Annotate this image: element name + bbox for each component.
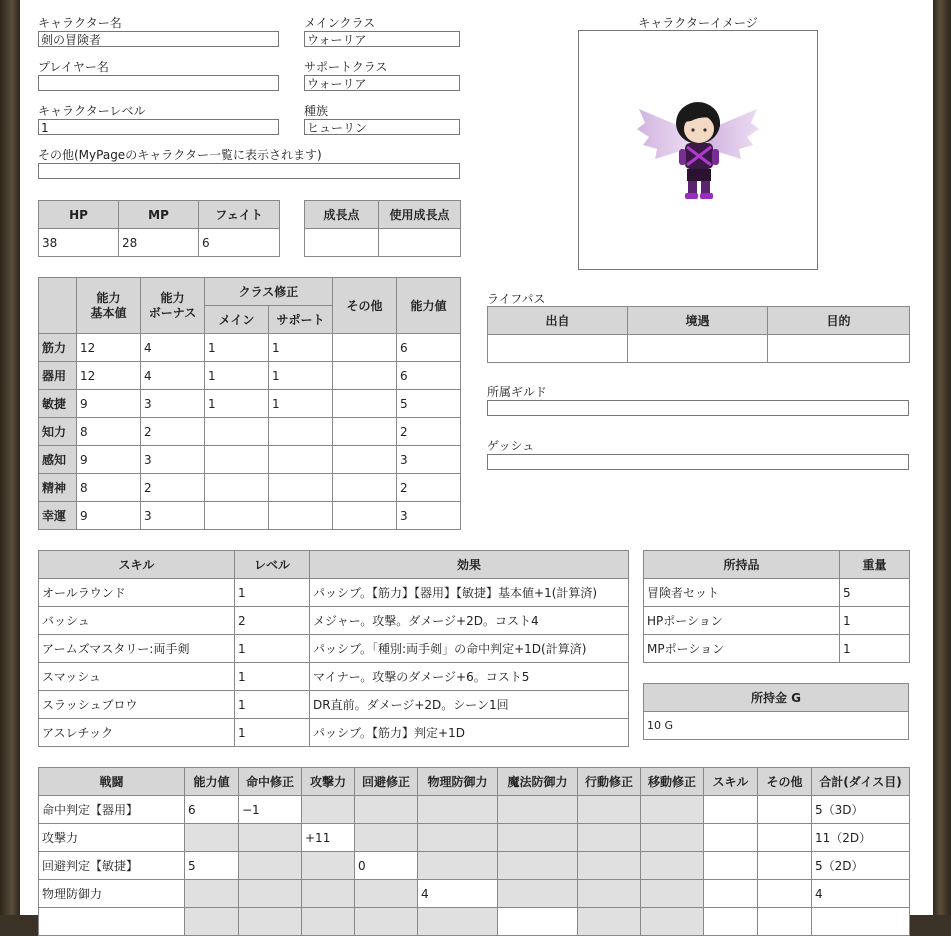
ability-name: 幸運 xyxy=(39,502,77,530)
ability-base[interactable]: 8 xyxy=(77,474,141,502)
ability-main[interactable] xyxy=(205,446,269,474)
combat-cell xyxy=(641,880,704,908)
skill-level[interactable]: 2 xyxy=(235,607,310,635)
ability-bonus-header: 能力 ボーナス xyxy=(141,278,205,334)
main-class-label: メインクラス xyxy=(304,16,376,30)
combat-row-name xyxy=(39,908,185,936)
combat-cell xyxy=(418,824,498,852)
combat-cell[interactable]: 5 xyxy=(185,852,239,880)
combat-cell xyxy=(578,880,641,908)
combat-cell xyxy=(355,880,418,908)
char-image-box[interactable] xyxy=(578,30,818,270)
combat-cell[interactable] xyxy=(758,796,812,824)
hp-mp-fate-table xyxy=(38,200,280,257)
combat-cell xyxy=(355,908,418,936)
class-support-header: サポート xyxy=(269,306,333,334)
ability-other[interactable] xyxy=(333,446,397,474)
combat-move-mod-header: 移動修正 xyxy=(641,768,704,796)
combat-cell xyxy=(355,796,418,824)
skill-level[interactable]: 1 xyxy=(235,579,310,607)
combat-cell[interactable]: 0 xyxy=(355,852,418,880)
ability-name: 器用 xyxy=(39,362,77,390)
char-level-label: キャラクターレベル xyxy=(38,104,146,118)
ability-name: 知力 xyxy=(39,418,77,446)
ability-other[interactable] xyxy=(333,474,397,502)
used-growth-header: 使用成長点 xyxy=(379,201,461,229)
ability-support[interactable]: 1 xyxy=(269,390,333,418)
combat-cell[interactable] xyxy=(758,880,812,908)
item-weight[interactable]: 1 xyxy=(840,607,910,635)
ability-name: 精神 xyxy=(39,474,77,502)
combat-cell xyxy=(185,908,239,936)
combat-cell[interactable] xyxy=(704,852,758,880)
ability-value[interactable]: 2 xyxy=(397,474,461,502)
combat-mag-def-header: 魔法防御力 xyxy=(498,768,578,796)
ability-other[interactable] xyxy=(333,390,397,418)
skill-effect[interactable]: パッシブ。【筋力】【器用】【敏捷】基本値+1(計算済) xyxy=(310,579,629,607)
ability-main[interactable]: 1 xyxy=(205,362,269,390)
char-image-label: キャラクターイメージ xyxy=(638,16,758,30)
ability-main[interactable] xyxy=(205,502,269,530)
item-row xyxy=(644,635,910,663)
skill-level-header: レベル xyxy=(235,551,310,579)
ability-base[interactable]: 12 xyxy=(77,334,141,362)
player-name-label: プレイヤー名 xyxy=(38,60,109,74)
ability-corner-header xyxy=(39,278,77,334)
ability-row xyxy=(39,390,461,418)
ability-support[interactable] xyxy=(269,446,333,474)
combat-evade-mod-header: 回避修正 xyxy=(355,768,418,796)
combat-cell xyxy=(239,824,302,852)
ability-support[interactable] xyxy=(269,418,333,446)
ability-row xyxy=(39,334,461,362)
ability-row xyxy=(39,418,461,446)
combat-cell xyxy=(641,796,704,824)
combat-header: 戦闘 xyxy=(39,768,185,796)
skill-row xyxy=(39,635,629,663)
skill-row xyxy=(39,719,629,747)
ability-bonus[interactable]: 3 xyxy=(141,502,205,530)
combat-cell[interactable] xyxy=(704,908,758,936)
ability-name: 筋力 xyxy=(39,334,77,362)
ability-bonus[interactable]: 2 xyxy=(141,418,205,446)
char-name-field[interactable]: 剣の冒険者 xyxy=(38,31,279,47)
ability-value[interactable]: 6 xyxy=(397,362,461,390)
hp-header: HP xyxy=(39,201,119,229)
money-table xyxy=(643,683,909,740)
combat-cell xyxy=(239,880,302,908)
combat-total[interactable] xyxy=(812,908,910,936)
lifepath-goal-header: 目的 xyxy=(768,307,910,335)
combat-cell xyxy=(578,908,641,936)
money-value[interactable]: 10 G xyxy=(644,712,909,740)
skill-level[interactable]: 1 xyxy=(235,719,310,747)
skill-effect[interactable]: パッシブ。「種別:両手剣」の命中判定+1D(計算済) xyxy=(310,635,629,663)
combat-row-name: 攻撃力 xyxy=(39,824,185,852)
combat-cell xyxy=(641,852,704,880)
used-growth-value[interactable] xyxy=(379,229,461,257)
ability-base[interactable]: 9 xyxy=(77,446,141,474)
combat-attack-header: 攻撃力 xyxy=(302,768,355,796)
growth-value[interactable] xyxy=(305,229,379,257)
combat-cell xyxy=(578,852,641,880)
combat-cell xyxy=(418,852,498,880)
class-mod-header: クラス修正 xyxy=(205,278,333,306)
ability-other[interactable] xyxy=(333,418,397,446)
ability-value[interactable]: 6 xyxy=(397,334,461,362)
item-name-header: 所持品 xyxy=(644,551,840,579)
ability-value[interactable]: 3 xyxy=(397,446,461,474)
guild-field[interactable] xyxy=(487,400,909,416)
ability-support[interactable]: 1 xyxy=(269,334,333,362)
combat-total[interactable]: 5（3D） xyxy=(812,796,910,824)
combat-skill-header: スキル xyxy=(704,768,758,796)
skill-level[interactable]: 1 xyxy=(235,635,310,663)
combat-cell xyxy=(302,880,355,908)
combat-cell xyxy=(578,824,641,852)
combat-cell[interactable] xyxy=(758,908,812,936)
combat-cell xyxy=(641,824,704,852)
combat-cell[interactable] xyxy=(758,852,812,880)
combat-phys-def-header: 物理防御力 xyxy=(418,768,498,796)
combat-row xyxy=(39,852,910,880)
ability-row xyxy=(39,474,461,502)
ability-base[interactable]: 8 xyxy=(77,418,141,446)
combat-action-mod-header: 行動修正 xyxy=(578,768,641,796)
fate-value[interactable]: 6 xyxy=(199,229,280,257)
ability-other-header: その他 xyxy=(333,278,397,334)
skill-row xyxy=(39,663,629,691)
ability-support[interactable] xyxy=(269,474,333,502)
support-class-label: サポートクラス xyxy=(304,60,388,74)
ability-value[interactable]: 5 xyxy=(397,390,461,418)
combat-ability-header: 能力値 xyxy=(185,768,239,796)
combat-cell xyxy=(418,796,498,824)
item-weight[interactable]: 1 xyxy=(840,635,910,663)
hp-value[interactable]: 38 xyxy=(39,229,119,257)
ability-main[interactable] xyxy=(205,474,269,502)
combat-row-name: 命中判定【器用】 xyxy=(39,796,185,824)
lifepath-circumstance-header: 境遇 xyxy=(628,307,768,335)
combat-cell[interactable] xyxy=(704,824,758,852)
combat-cell xyxy=(355,824,418,852)
ability-main[interactable] xyxy=(205,418,269,446)
race-field[interactable]: ヒューリン xyxy=(304,119,460,135)
ability-support[interactable]: 1 xyxy=(269,362,333,390)
lifepath-goal-value[interactable] xyxy=(768,335,910,363)
growth-header: 成長点 xyxy=(305,201,379,229)
char-name-label: キャラクター名 xyxy=(38,16,122,30)
combat-cell[interactable]: −1 xyxy=(239,796,302,824)
skill-row xyxy=(39,579,629,607)
skill-name[interactable]: アームズマスタリー:両手剣 xyxy=(39,635,235,663)
combat-cell[interactable]: +11 xyxy=(302,824,355,852)
combat-row-name: 回避判定【敏捷】 xyxy=(39,852,185,880)
combat-cell xyxy=(302,796,355,824)
ability-table xyxy=(38,277,461,530)
combat-row xyxy=(39,880,910,908)
right-wood-frame xyxy=(933,0,951,915)
ability-base-header: 能力 基本値 xyxy=(77,278,141,334)
combat-cell xyxy=(641,908,704,936)
combat-total[interactable]: 5（2D） xyxy=(812,852,910,880)
combat-cell[interactable] xyxy=(704,880,758,908)
combat-total-header: 合計(ダイス目) xyxy=(812,768,910,796)
ability-base[interactable]: 9 xyxy=(77,502,141,530)
lifepath-table xyxy=(487,306,910,363)
combat-row-name: 物理防御力 xyxy=(39,880,185,908)
mp-header: MP xyxy=(119,201,199,229)
ability-bonus[interactable]: 3 xyxy=(141,390,205,418)
ability-name: 感知 xyxy=(39,446,77,474)
ability-support[interactable] xyxy=(269,502,333,530)
fate-header: フェイト xyxy=(199,201,280,229)
race-label: 種族 xyxy=(304,104,329,118)
character-sheet xyxy=(20,0,933,915)
combat-total[interactable]: 4 xyxy=(812,880,910,908)
ability-row xyxy=(39,446,461,474)
left-wood-frame xyxy=(0,0,20,915)
item-weight-header: 重量 xyxy=(840,551,910,579)
combat-cell xyxy=(185,824,239,852)
ability-other[interactable] xyxy=(333,502,397,530)
guild-label: 所属ギルド xyxy=(487,385,547,399)
ability-base[interactable]: 12 xyxy=(77,362,141,390)
ability-bonus[interactable]: 4 xyxy=(141,334,205,362)
ability-row xyxy=(39,502,461,530)
skill-name[interactable]: スラッシュブロウ xyxy=(39,691,235,719)
ability-value[interactable]: 2 xyxy=(397,418,461,446)
combat-total[interactable]: 11（2D） xyxy=(812,824,910,852)
combat-cell xyxy=(302,852,355,880)
skill-name[interactable]: バッシュ xyxy=(39,607,235,635)
class-main-header: メイン xyxy=(205,306,269,334)
player-name-field[interactable] xyxy=(38,75,279,91)
combat-other-header: その他 xyxy=(758,768,812,796)
item-name[interactable]: 冒険者セット xyxy=(644,579,840,607)
skill-level[interactable]: 1 xyxy=(235,663,310,691)
skill-name-header: スキル xyxy=(39,551,235,579)
lifepath-circumstance-value[interactable] xyxy=(628,335,768,363)
ability-row xyxy=(39,362,461,390)
skill-name[interactable]: オールラウンド xyxy=(39,579,235,607)
combat-cell xyxy=(498,824,578,852)
ability-bonus[interactable]: 2 xyxy=(141,474,205,502)
skill-name[interactable]: アスレチック xyxy=(39,719,235,747)
skill-effect[interactable]: DR直前。ダメージ+2D。シーン1回 xyxy=(310,691,629,719)
combat-cell[interactable] xyxy=(498,908,578,936)
ability-bonus[interactable]: 4 xyxy=(141,362,205,390)
support-class-field[interactable]: ウォーリア xyxy=(304,75,460,91)
combat-cell[interactable]: 6 xyxy=(185,796,239,824)
combat-hit-mod-header: 命中修正 xyxy=(239,768,302,796)
combat-cell xyxy=(498,880,578,908)
combat-cell[interactable] xyxy=(704,796,758,824)
combat-row xyxy=(39,824,910,852)
ability-main[interactable]: 1 xyxy=(205,334,269,362)
mp-value[interactable]: 28 xyxy=(119,229,199,257)
other-label: その他(MyPageのキャラクター一覧に表示されます) xyxy=(38,148,322,162)
gush-label: ゲッシュ xyxy=(487,439,535,453)
ability-value[interactable]: 3 xyxy=(397,502,461,530)
ability-other[interactable] xyxy=(333,362,397,390)
skill-row xyxy=(39,691,629,719)
ability-main[interactable]: 1 xyxy=(205,390,269,418)
item-weight[interactable]: 5 xyxy=(840,579,910,607)
combat-cell xyxy=(302,908,355,936)
ability-other[interactable] xyxy=(333,334,397,362)
ability-value-header: 能力値 xyxy=(397,278,461,334)
combat-cell[interactable]: 4 xyxy=(418,880,498,908)
combat-row xyxy=(39,796,910,824)
main-class-field[interactable]: ウォーリア xyxy=(304,31,460,47)
skills-table xyxy=(38,550,629,747)
character-avatar-icon xyxy=(579,31,817,269)
item-name[interactable]: HPポーション xyxy=(644,607,840,635)
char-level-field[interactable]: 1 xyxy=(38,119,279,135)
combat-cell xyxy=(578,796,641,824)
skill-row xyxy=(39,607,629,635)
skill-level[interactable]: 1 xyxy=(235,691,310,719)
items-table xyxy=(643,550,910,663)
other-field[interactable] xyxy=(38,163,460,179)
skill-effect-header: 効果 xyxy=(310,551,629,579)
skill-effect[interactable]: マイナー。攻撃のダメージ+6。コスト5 xyxy=(310,663,629,691)
combat-cell xyxy=(498,796,578,824)
item-row xyxy=(644,607,910,635)
skill-effect[interactable]: メジャー。攻撃。ダメージ+2D。コスト4 xyxy=(310,607,629,635)
lifepath-origin-header: 出自 xyxy=(488,307,628,335)
combat-cell[interactable] xyxy=(758,824,812,852)
money-header: 所持金 G xyxy=(644,684,909,712)
combat-cell xyxy=(239,908,302,936)
lifepath-label: ライフパス xyxy=(487,292,546,306)
combat-cell xyxy=(498,852,578,880)
combat-cell xyxy=(418,908,498,936)
skill-effect[interactable]: パッシブ。【筋力】判定+1D xyxy=(310,719,629,747)
item-name[interactable]: MPポーション xyxy=(644,635,840,663)
lifepath-origin-value[interactable] xyxy=(488,335,628,363)
growth-table xyxy=(304,200,461,257)
combat-cell xyxy=(239,852,302,880)
combat-cell xyxy=(185,880,239,908)
ability-bonus[interactable]: 3 xyxy=(141,446,205,474)
item-row xyxy=(644,579,910,607)
ability-base[interactable]: 9 xyxy=(77,390,141,418)
combat-row xyxy=(39,908,910,936)
ability-name: 敏捷 xyxy=(39,390,77,418)
gush-field[interactable] xyxy=(487,454,909,470)
skill-name[interactable]: スマッシュ xyxy=(39,663,235,691)
combat-table xyxy=(38,767,910,936)
